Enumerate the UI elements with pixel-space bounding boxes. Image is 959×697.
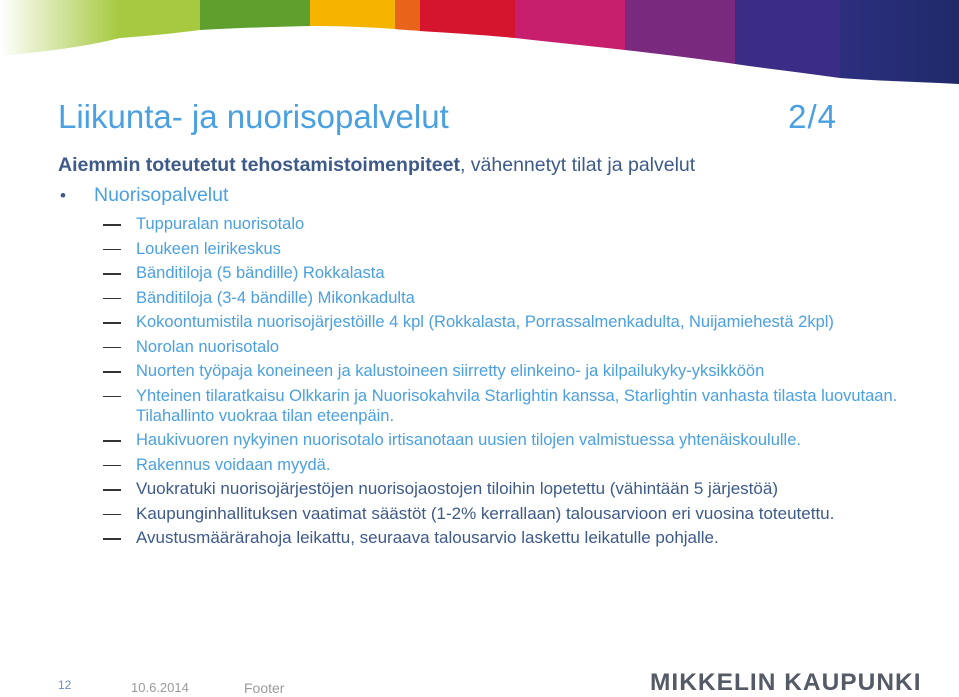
list-item: Vuokratuki nuorisojärjestöjen nuorisojaostojen tiloihin lopetettu (vähintään 5 järjestöä) [103, 479, 923, 499]
footer-page-number: 12 [58, 678, 72, 692]
list-item: Loukeen leirikeskus [103, 239, 923, 259]
section-heading-text: Nuorisopalvelut [94, 184, 229, 206]
city-logo: MIKKELIN KAUPUNKI [650, 669, 922, 696]
list-item: Nuorten työpaja koneineen ja kalustoineen siirretty elinkeino- ja kilpailukyky-yksikköön [103, 361, 923, 381]
list-item: Norolan nuorisotalo [103, 337, 923, 357]
bullet-list [103, 214, 923, 553]
section-heading [60, 184, 228, 207]
list-item: Bänditiloja (5 bändille) Rokkalasta [103, 263, 923, 283]
slide-title: Liikunta- ja nuorisopalvelut [58, 98, 449, 135]
list-item: Bänditiloja (3-4 bändille) Mikonkadulta [103, 288, 923, 308]
bullet-icon: • [60, 186, 66, 205]
subtitle-bold: Aiemmin toteutetut tehostamistoimenpiteet [58, 154, 460, 176]
slide-subtitle [58, 154, 695, 177]
list-item: Rakennus voidaan myydä. [103, 455, 923, 475]
list-item: Yhteinen tilaratkaisu Olkkarin ja Nuorisokahvila Starlightin kanssa, Starlightin vanhasta tilasta luovutaan. Tilahallinto vuokraa tilan eteenpäin. [103, 386, 923, 426]
footer-date: 10.6.2014 [131, 680, 189, 695]
footer-text: Footer [244, 680, 285, 696]
list-item: Kaupunginhallituksen vaatimat säästöt (1-2% kerrallaan) talousarvioon eri vuosina toteutettu. [103, 504, 923, 524]
list-item: Avustusmäärärahoja leikattu, seuraava talousarvio laskettu leikatulle pohjalle. [103, 528, 923, 548]
list-item: Kokoontumistila nuorisojärjestöille 4 kpl (Rokkalasta, Porrassalmenkadulta, Nuijamiehestä 2kpl) [103, 312, 923, 332]
list-item: Haukivuoren nykyinen nuorisotalo irtisanotaan uusien tilojen valmistuessa yhtenäiskoululle. [103, 430, 923, 450]
page-indicator: 2/4 [788, 98, 837, 135]
list-item: Tuppuralan nuorisotalo [103, 214, 923, 234]
decorative-color-band [0, 0, 959, 100]
subtitle-rest: , vähennetyt tilat ja palvelut [459, 154, 696, 176]
